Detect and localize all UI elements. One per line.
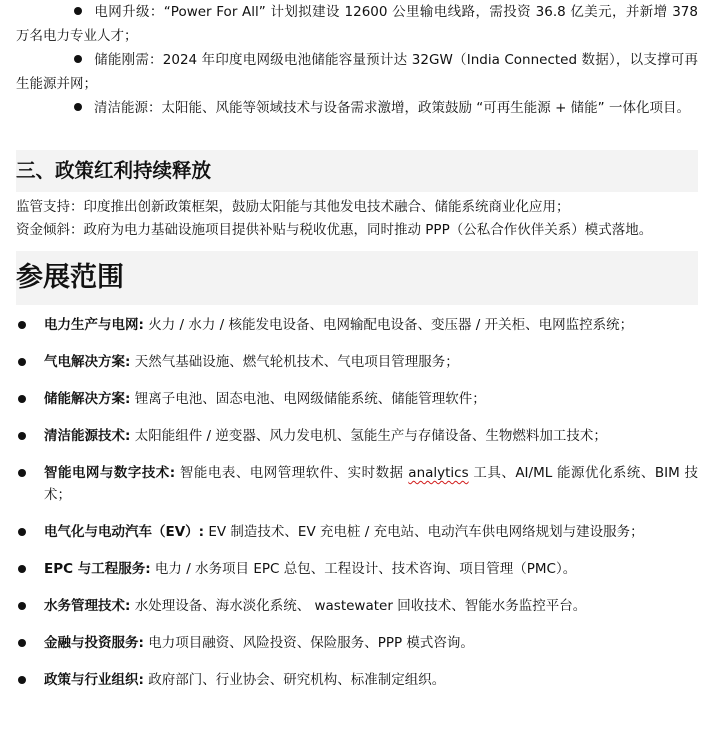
bullet-dot-icon — [18, 528, 26, 536]
bullet-dot-icon — [18, 395, 26, 403]
section-heading-band — [16, 150, 698, 192]
list-item: 政策与行业组织: 政府部门、行业协会、研究机构、标准制定组织。 — [16, 669, 698, 691]
bullet-dot-icon — [74, 103, 82, 111]
policy-funding-support: 资金倾斜：政府为电力基础设施项目提供补贴与税收优惠，同时推动 PPP（公私合作伙伴关系）模式落地。 — [16, 222, 653, 238]
section-heading-exhibit-scope: 参展范围 — [16, 262, 124, 293]
list-item: 金融与投资服务: 电力项目融资、风险投资、保险服务、PPP 模式咨询。 — [16, 632, 698, 654]
list-item: 清洁能源技术: 太阳能组件 / 逆变器、风力发电机、氢能生产与存储设备、生物燃料加工技术； — [16, 425, 698, 447]
spellcheck-word: analytics — [408, 465, 469, 481]
top-bullet-list — [16, 0, 698, 120]
list-item: EPC 与工程服务: 电力 / 水务项目 EPC 总包、工程设计、技术咨询、项目管理（PMC）。 — [16, 558, 698, 580]
list-item: 电力生产与电网: 火力 / 水力 / 核能发电设备、电网输配电设备、变压器 / 开关柜、电网监控系统； — [16, 314, 698, 336]
bullet-dot-icon — [18, 565, 26, 573]
list-item: 电气化与电动汽车（EV）: EV 制造技术、EV 充电桩 / 充电站、电动汽车供电网络规划与建设服务； — [16, 521, 698, 543]
bullet-dot-icon — [18, 432, 26, 440]
list-item: 智能电网与数字技术: 智能电表、电网管理软件、实时数据 analytics 工具、AI/ML 能源优化系统、BIM 技术； — [16, 462, 698, 506]
bullet-dot-icon — [18, 358, 26, 366]
list-item: 储能解决方案: 锂离子电池、固态电池、电网级储能系统、储能管理软件； — [16, 388, 698, 410]
bullet-dot-icon — [18, 469, 26, 477]
section-heading-policy: 三、政策红利持续释放 — [16, 159, 212, 182]
exhibit-scope-list — [16, 314, 698, 706]
exhibit-heading-band — [16, 251, 698, 305]
policy-regulatory-support: 监管支持：印度推出创新政策框架，鼓励太阳能与其他发电技术融合、储能系统商业化应用； — [16, 199, 570, 215]
bullet-grid-upgrade: 电网升级：“Power For All” 计划拟建设 12600 公里输电线路，需投资 36.8 亿美元，并新增 378 万名电力专业人才； — [16, 4, 698, 44]
bullet-dot-icon — [18, 639, 26, 647]
list-item: 气电解决方案: 天然气基础设施、燃气轮机技术、气电项目管理服务； — [16, 351, 698, 373]
bullet-storage-demand: 储能刚需：2024 年印度电网级电池储能容量预计达 32GW（India Connected 数据），以支撑可再生能源并网； — [16, 52, 698, 92]
list-item: 水务管理技术: 水处理设备、海水淡化系统、 wastewater 回收技术、智能水务监控平台。 — [16, 595, 698, 617]
bullet-dot-icon — [74, 7, 82, 15]
bullet-dot-icon — [18, 676, 26, 684]
bullet-dot-icon — [18, 321, 26, 329]
bullet-clean-energy: 清洁能源：太阳能、风能等领域技术与设备需求激增，政策鼓励 “可再生能源 + 储能” 一体化项目。 — [16, 96, 698, 120]
bullet-dot-icon — [74, 55, 82, 63]
bullet-dot-icon — [18, 602, 26, 610]
